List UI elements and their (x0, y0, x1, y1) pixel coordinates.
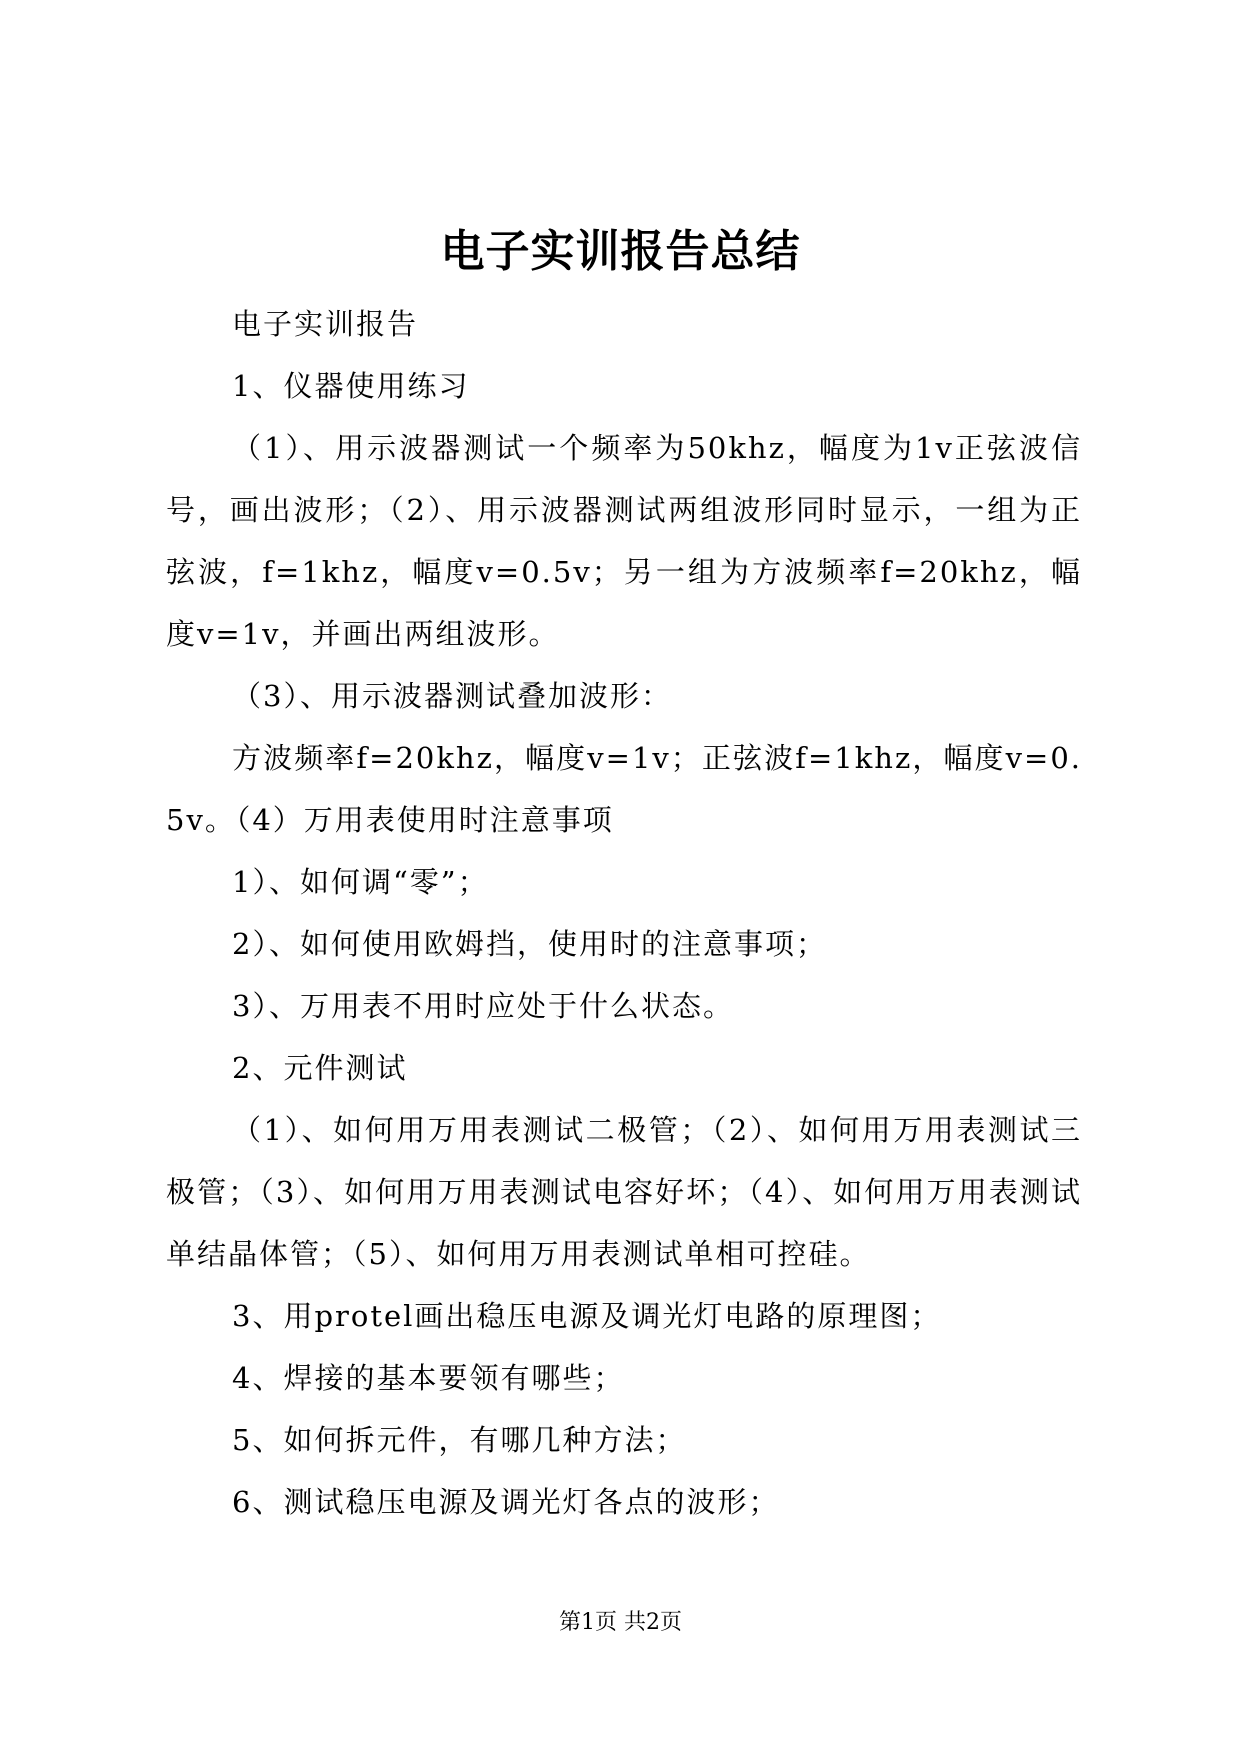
paragraph: （1）、如何用万用表测试二极管；（2）、如何用万用表测试三极管；（3）、如何用万用表测试电容好坏；（4）、如何用万用表测试单结晶体管；（5）、如何用万用表测试单相可控硅。 (166, 1113, 1082, 1271)
paragraph: 6、测试稳压电源及调光灯各点的波形； (232, 1485, 780, 1519)
document-body (166, 293, 1082, 1533)
document-title: 电子实训报告总结 (440, 226, 801, 277)
paragraph: 1、仪器使用练习 (232, 369, 470, 403)
paragraph: 4、焊接的基本要领有哪些； (232, 1361, 625, 1395)
paragraph: （3）、用示波器测试叠加波形： (232, 679, 672, 713)
paragraph: 2）、如何使用欧姆挡，使用时的注意事项； (232, 927, 827, 961)
page-footer: 第1页 共2页 (559, 1610, 682, 1635)
paragraph: 5、如何拆元件，有哪几种方法； (232, 1423, 687, 1457)
paragraph: （1）、用示波器测试一个频率为50khz，幅度为1v正弦波信号，画出波形；（2）、用示波器测试两组波形同时显示，一组为正弦波，f=1khz，幅度v=0.5v；另一组为方波频率f=20khz，幅度v=1v，并画出两组波形。 (166, 431, 1082, 651)
paragraph: 方波频率f=20khz，幅度v=1v；正弦波f=1khz，幅度v=0.5v。（4）万用表使用时注意事项 (166, 741, 1082, 837)
paragraph: 电子实训报告 (232, 307, 419, 341)
paragraph: 3）、万用表不用时应处于什么状态。 (232, 989, 734, 1023)
paragraph: 1）、如何调“零”； (232, 865, 489, 899)
paragraph: 3、用protel画出稳压电源及调光灯电路的原理图； (232, 1299, 942, 1333)
paragraph: 2、元件测试 (232, 1051, 408, 1085)
